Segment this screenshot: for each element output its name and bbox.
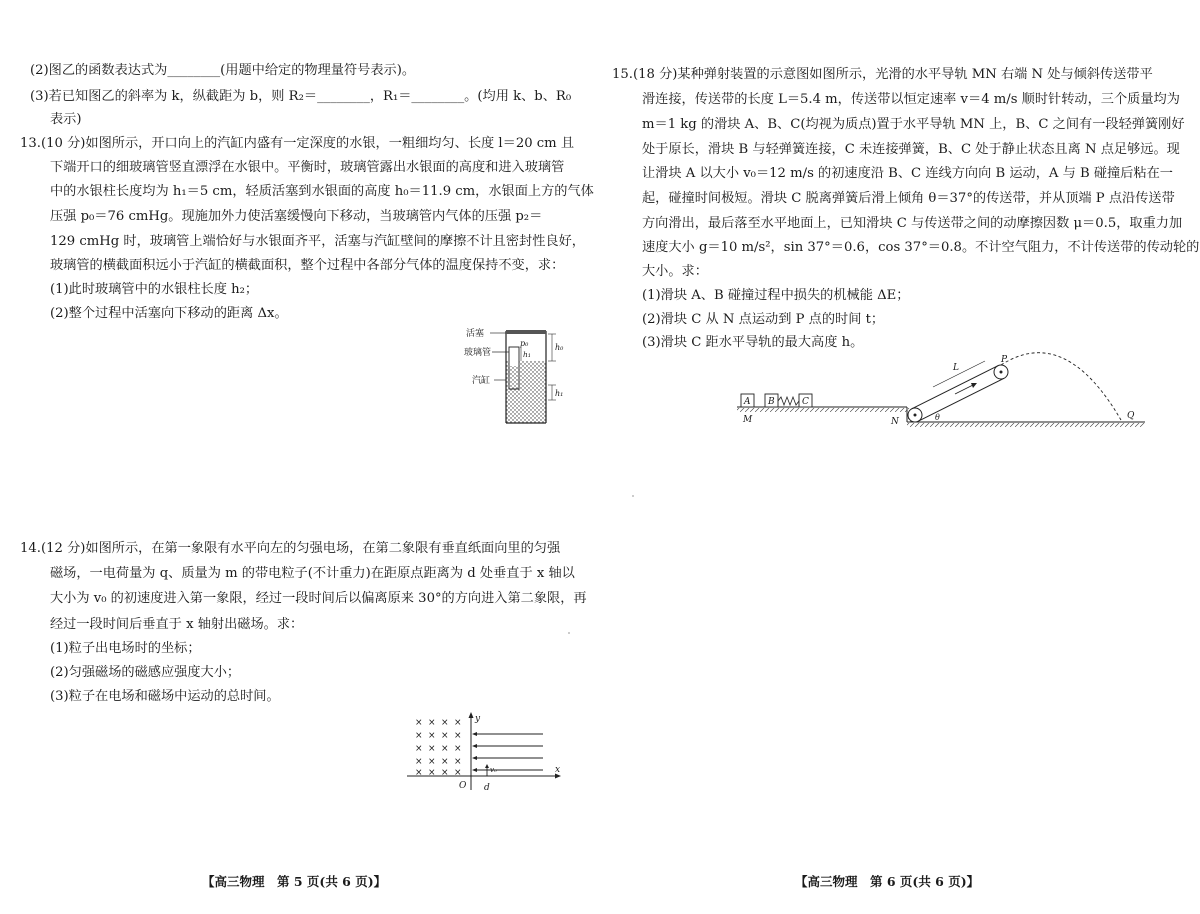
question-item: (3)滑块 C 距水平导轨的最大高度 h。 bbox=[642, 335, 864, 350]
label-x: x bbox=[555, 765, 561, 775]
problem-14-title: 14.(12 分)如图所示，在第一象限有水平向左的匀强电场，在第二象限有垂直纸面向里的匀强 bbox=[20, 541, 561, 556]
label-q: Q bbox=[1127, 411, 1135, 421]
text-line: 下端开口的细玻璃管竖直漂浮在水银中。平衡时，玻璃管露出水银面的高度和进入玻璃管 bbox=[50, 160, 565, 175]
label-block-b: B bbox=[768, 397, 775, 407]
text-line: 处于原长，滑块 B 与轻弹簧连接，C 未连接弹簧，B、C 处于静止状态且离 N 点足够远。现 bbox=[642, 142, 1180, 157]
text-line: 让滑块 A 以大小 v₀＝12 m/s 的初速度沿 B、C 连线方向向 B 运动，A 与 B 碰撞后粘在一 bbox=[642, 166, 1173, 181]
figure-13-cylinder bbox=[462, 325, 572, 425]
page-footer: 【高三物理 第 6 页(共 6 页)】 bbox=[795, 874, 980, 889]
label-piston: 活塞 bbox=[466, 329, 485, 339]
label-h1-bottom: h₁ bbox=[555, 389, 564, 398]
text-line: 起，碰撞时间极短。滑块 C 脱离弹簧后滑上倾角 θ＝37°的传送带，并从顶端 P 点沿传送带 bbox=[642, 191, 1175, 206]
label-block-c: C bbox=[802, 397, 809, 407]
text-line: 129 cmHg 时，玻璃管上端恰好与水银面齐平，活塞与汽缸壁间的摩擦不计且密封性良好， bbox=[50, 234, 585, 249]
label-block-a: A bbox=[744, 397, 751, 407]
text-line: 表示) bbox=[50, 112, 82, 127]
label-theta: θ bbox=[935, 413, 940, 422]
svg-text:×: × bbox=[441, 718, 449, 728]
scan-speck bbox=[632, 495, 634, 497]
svg-text:×: × bbox=[454, 744, 462, 754]
svg-text:×: × bbox=[428, 718, 436, 728]
svg-text:×: × bbox=[454, 768, 462, 778]
question-item: (3)粒子在电场和磁场中运动的总时间。 bbox=[50, 689, 280, 704]
question-item: (2)滑块 C 从 N 点运动到 P 点的时间 t； bbox=[642, 312, 885, 327]
label-cylinder: 汽缸 bbox=[472, 376, 491, 386]
problem-15-title: 15.(18 分)某种弹射装置的示意图如图所示，光滑的水平导轨 MN 右端 N 处与倾斜传送带平 bbox=[612, 67, 1153, 82]
figure-14-fields bbox=[405, 710, 565, 794]
svg-text:×: × bbox=[441, 744, 449, 754]
svg-text:×: × bbox=[454, 718, 462, 728]
label-d: d bbox=[484, 783, 490, 793]
svg-text:×: × bbox=[428, 731, 436, 741]
question-item: (1)粒子出电场时的坐标； bbox=[50, 641, 201, 656]
label-l: L bbox=[953, 363, 959, 373]
text-line: 滑连接，传送带的长度 L＝5.4 m，传送带以恒定速率 v＝4 m/s 顺时针转动，三个质量均为 bbox=[642, 92, 1180, 107]
label-tube: 玻璃管 bbox=[464, 348, 492, 358]
text-line: 磁场，一电荷量为 q、质量为 m 的带电粒子(不计重力)在距原点距离为 d 处垂直于 x 轴以 bbox=[50, 566, 575, 581]
page-footer: 【高三物理 第 5 页(共 6 页)】 bbox=[202, 874, 387, 889]
svg-text:×: × bbox=[428, 744, 436, 754]
svg-text:×: × bbox=[415, 744, 423, 754]
svg-text:×: × bbox=[441, 731, 449, 741]
svg-text:×: × bbox=[415, 718, 423, 728]
trajectory bbox=[1001, 353, 1121, 420]
question-item: (1)滑块 A、B 碰撞过程中损失的机械能 ΔE； bbox=[642, 288, 910, 303]
svg-text:×: × bbox=[428, 757, 436, 767]
text-line: 方向滑出，最后落至水平地面上，已知滑块 C 与传送带之间的动摩擦因数 μ＝0.5，取重力加 bbox=[642, 216, 1183, 231]
label-p0: p₀ bbox=[520, 339, 529, 348]
svg-text:×: × bbox=[441, 768, 449, 778]
label-origin: O bbox=[459, 781, 467, 791]
label-m: M bbox=[743, 415, 753, 425]
spring bbox=[778, 397, 799, 405]
text-line: m＝1 kg 的滑块 A、B、C(均视为质点)置于水平导轨 MN 上，B、C 之间有一段轻弹簧刚好 bbox=[642, 117, 1185, 132]
svg-text:×: × bbox=[454, 757, 462, 767]
svg-text:×: × bbox=[415, 757, 423, 767]
figure-15-launcher bbox=[735, 352, 1150, 432]
text-line: 压强 p₀＝76 cmHg。现施加外力使活塞缓慢向下移动，当玻璃管内气体的压强 p₂＝ bbox=[50, 209, 543, 224]
question-item: (2)整个过程中活塞向下移动的距离 Δx。 bbox=[50, 306, 288, 321]
magnetic-field-crosses bbox=[415, 718, 462, 778]
question-item: (2)匀强磁场的磁感应强度大小； bbox=[50, 665, 241, 680]
text-line: (3)若已知图乙的斜率为 k，纵截距为 b，则 R₂＝________，R₁＝________。(均用 k、b、R₀ bbox=[30, 89, 572, 104]
label-v0: v₀ bbox=[490, 766, 497, 774]
text-line: 大小。求： bbox=[642, 264, 708, 279]
label-h0: h₀ bbox=[555, 343, 564, 352]
svg-text:×: × bbox=[415, 768, 423, 778]
text-line: (2)图乙的函数表达式为________(用题中给定的物理量符号表示)。 bbox=[30, 63, 416, 78]
text-line: 经过一段时间后垂直于 x 轴射出磁场。求： bbox=[50, 617, 304, 632]
problem-13-title: 13.(10 分)如图所示，开口向上的汽缸内盛有一定深度的水银，一粗细均匀、长度 l＝20 cm 且 bbox=[20, 136, 575, 151]
label-p: P bbox=[1001, 355, 1008, 365]
svg-text:×: × bbox=[415, 731, 423, 741]
scan-speck bbox=[568, 632, 570, 634]
svg-text:×: × bbox=[454, 731, 462, 741]
svg-text:×: × bbox=[441, 757, 449, 767]
label-h1-top: h₁ bbox=[523, 350, 531, 359]
text-line: 大小为 v₀ 的初速度进入第一象限，经过一段时间后以偏离原来 30°的方向进入第二象限，再 bbox=[50, 591, 587, 606]
label-n: N bbox=[891, 417, 899, 427]
label-y: y bbox=[475, 714, 481, 724]
question-item: (1)此时玻璃管中的水银柱长度 h₂； bbox=[50, 282, 259, 297]
text-line: 速度大小 g＝10 m/s²，sin 37°＝0.6，cos 37°＝0.8。不计空气阻力，不计传送带的传动轮的 bbox=[642, 240, 1200, 255]
text-line: 中的水银柱长度均为 h₁＝5 cm，轻质活塞到水银面的高度 h₀＝11.9 cm，水银面上方的气体 bbox=[50, 184, 594, 199]
svg-text:×: × bbox=[428, 768, 436, 778]
text-line: 玻璃管的横截面积远小于汽缸的横截面积，整个过程中各部分气体的温度保持不变，求： bbox=[50, 258, 565, 273]
